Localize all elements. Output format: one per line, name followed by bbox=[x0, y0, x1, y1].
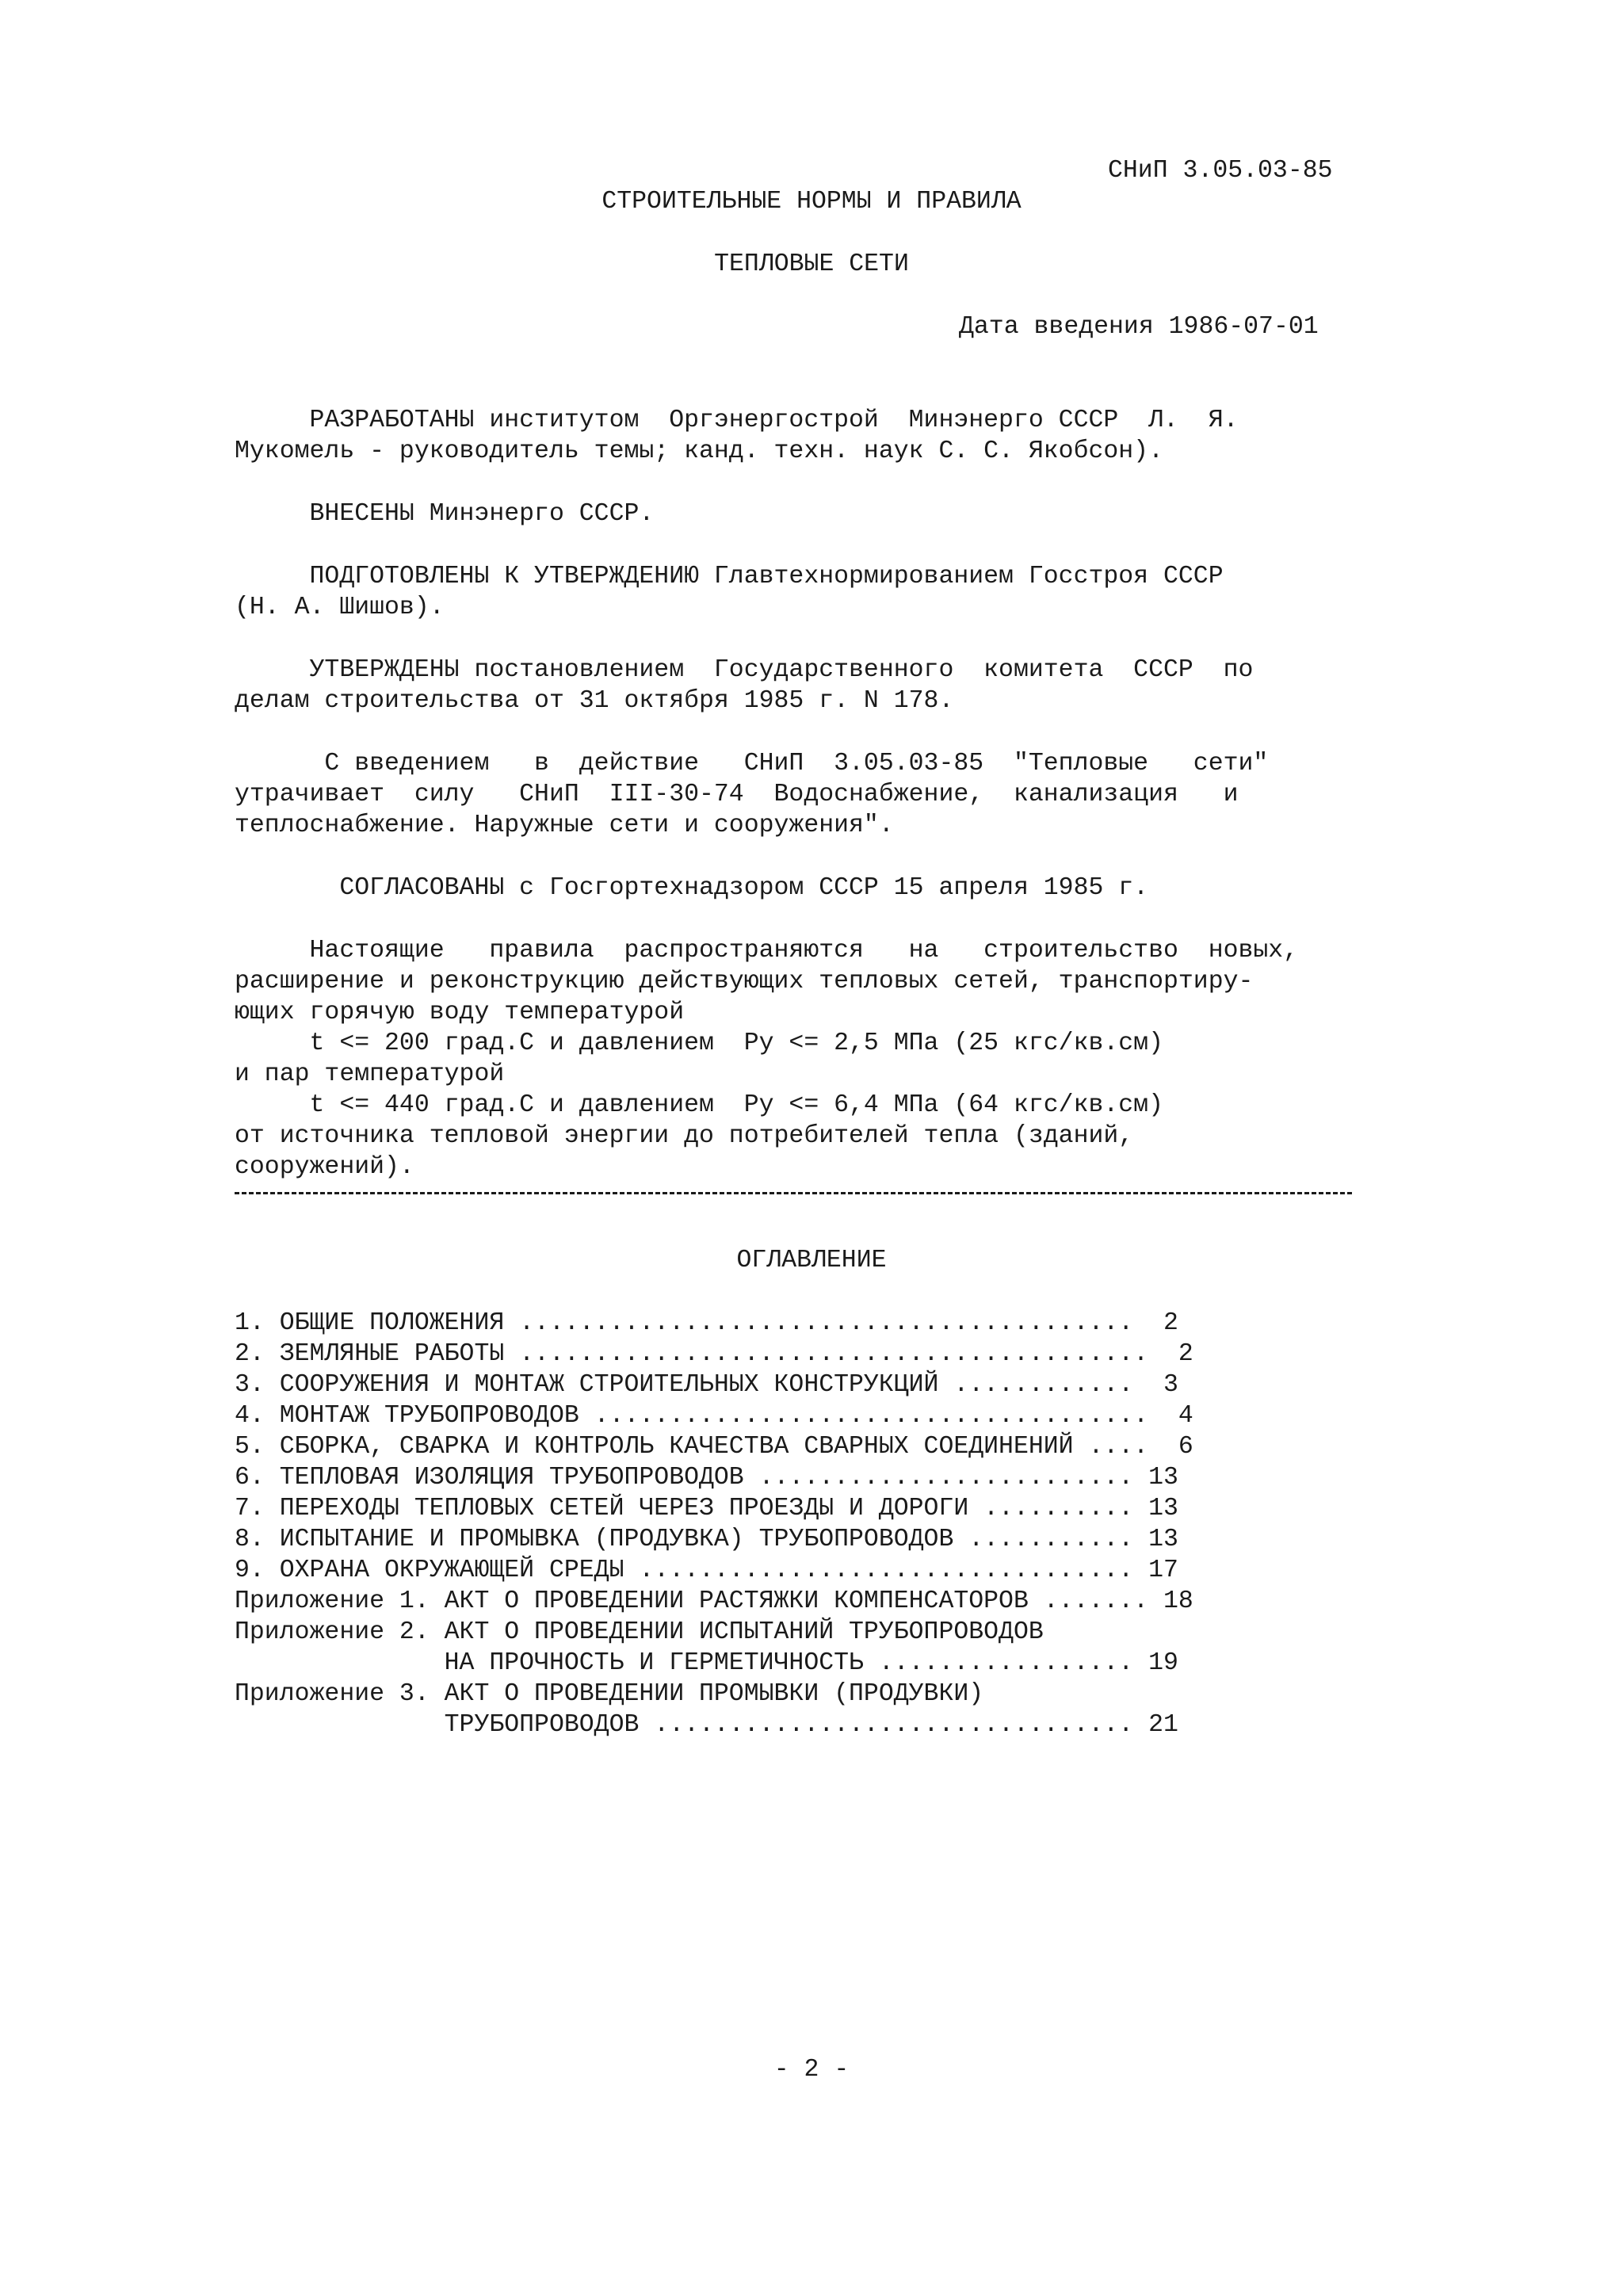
toc-line: Приложение 3. АКТ О ПРОВЕДЕНИИ ПРОМЫВКИ (ПРОДУВКИ) bbox=[235, 1680, 984, 1708]
scope-line-7: от источника тепловой энергии до потребителей тепла (зданий, bbox=[235, 1122, 1134, 1150]
toc-line: Приложение 1. АКТ О ПРОВЕДЕНИИ РАСТЯЖКИ КОМПЕНСАТОРОВ ....... 18 bbox=[235, 1587, 1193, 1615]
developed-line-2: Мукомель - руководитель темы; канд. техн. наук С. С. Якобсон). bbox=[235, 437, 1163, 465]
introduced-line: ВНЕСЕНЫ Минэнерго СССР. bbox=[235, 500, 655, 528]
scope-line-6: t <= 440 град.С и давлением Ру <= 6,4 МПа (64 кгс/кв.см) bbox=[235, 1091, 1163, 1119]
approved-line-2: делам строительства от 31 октября 1985 г. N 178. bbox=[235, 687, 954, 715]
toc-line: 9. ОХРАНА ОКРУЖАЮЩЕЙ СРЕДЫ ................................. 17 bbox=[235, 1557, 1178, 1584]
replaced-line-3: теплоснабжение. Наружные сети и сооружения". bbox=[235, 812, 894, 839]
toc-line: 7. ПЕРЕХОДЫ ТЕПЛОВЫХ СЕТЕЙ ЧЕРЕЗ ПРОЕЗДЫ И ДОРОГИ .......... 13 bbox=[235, 1495, 1178, 1522]
page-number: - 2 - bbox=[773, 2056, 850, 2084]
doc-code: СНиП 3.05.03-85 bbox=[1108, 157, 1333, 185]
toc-line: НА ПРОЧНОСТЬ И ГЕРМЕТИЧНОСТЬ ................. 19 bbox=[235, 1649, 1178, 1677]
doc-title: ТЕПЛОВЫЕ СЕТИ bbox=[714, 250, 909, 278]
replaced-line-2: утрачивает силу СНиП III-30-74 Водоснабжение, канализация и bbox=[235, 781, 1239, 808]
scope-line-3: ющих горячую воду температурой bbox=[235, 999, 685, 1026]
toc-line: 2. ЗЕМЛЯНЫЕ РАБОТЫ .......................................... 2 bbox=[235, 1340, 1193, 1368]
norms-title: СТРОИТЕЛЬНЫЕ НОРМЫ И ПРАВИЛА bbox=[601, 188, 1022, 216]
scope-line-2: расширение и реконструкцию действующих тепловых сетей, транспортиру- bbox=[235, 968, 1254, 995]
dashed-separator bbox=[235, 1192, 1352, 1194]
scope-line-1: Настоящие правила распространяются на строительство новых, bbox=[235, 937, 1299, 965]
toc-line: ТРУБОПРОВОДОВ ................................ 21 bbox=[235, 1711, 1178, 1739]
toc-line: 1. ОБЩИЕ ПОЛОЖЕНИЯ ......................................... 2 bbox=[235, 1309, 1178, 1337]
agreed-line: СОГЛАСОВАНЫ с Госгортехнадзором СССР 15 апреля 1985 г. bbox=[235, 874, 1149, 902]
developed-line-1: РАЗРАБОТАНЫ институтом Оргэнергострой Минэнерго СССР Л. Я. bbox=[235, 407, 1239, 434]
toc-line: 3. СООРУЖЕНИЯ И МОНТАЖ СТРОИТЕЛЬНЫХ КОНСТРУКЦИЙ ............ 3 bbox=[235, 1371, 1178, 1399]
replaced-line-1: С введением в действие СНиП 3.05.03-85 "Тепловые сети" bbox=[235, 750, 1269, 777]
intro-date: Дата введения 1986-07-01 bbox=[959, 313, 1319, 341]
scope-line-8: сооружений). bbox=[235, 1153, 414, 1181]
toc-heading: ОГЛАВЛЕНИЕ bbox=[736, 1247, 887, 1274]
toc-line: 5. СБОРКА, СВАРКА И КОНТРОЛЬ КАЧЕСТВА СВАРНЫХ СОЕДИНЕНИЙ .... 6 bbox=[235, 1433, 1193, 1461]
scope-line-5: и пар температурой bbox=[235, 1060, 505, 1088]
prepared-line-1: ПОДГОТОВЛЕНЫ К УТВЕРЖДЕНИЮ Главтехнормированием Госстроя СССР bbox=[235, 563, 1224, 590]
toc-line: 4. МОНТАЖ ТРУБОПРОВОДОВ ..................................... 4 bbox=[235, 1402, 1193, 1430]
toc-line: 8. ИСПЫТАНИЕ И ПРОМЫВКА (ПРОДУВКА) ТРУБОПРОВОДОВ ........... 13 bbox=[235, 1526, 1178, 1553]
prepared-line-2: (Н. А. Шишов). bbox=[235, 594, 445, 621]
toc-line: 6. ТЕПЛОВАЯ ИЗОЛЯЦИЯ ТРУБОПРОВОДОВ ......................... 13 bbox=[235, 1464, 1178, 1492]
scope-line-4: t <= 200 град.С и давлением Ру <= 2,5 МПа (25 кгс/кв.см) bbox=[235, 1030, 1163, 1057]
toc-line: Приложение 2. АКТ О ПРОВЕДЕНИИ ИСПЫТАНИЙ ТРУБОПРОВОДОВ bbox=[235, 1618, 1044, 1646]
approved-line-1: УТВЕРЖДЕНЫ постановлением Государственного комитета СССР по bbox=[235, 656, 1254, 684]
